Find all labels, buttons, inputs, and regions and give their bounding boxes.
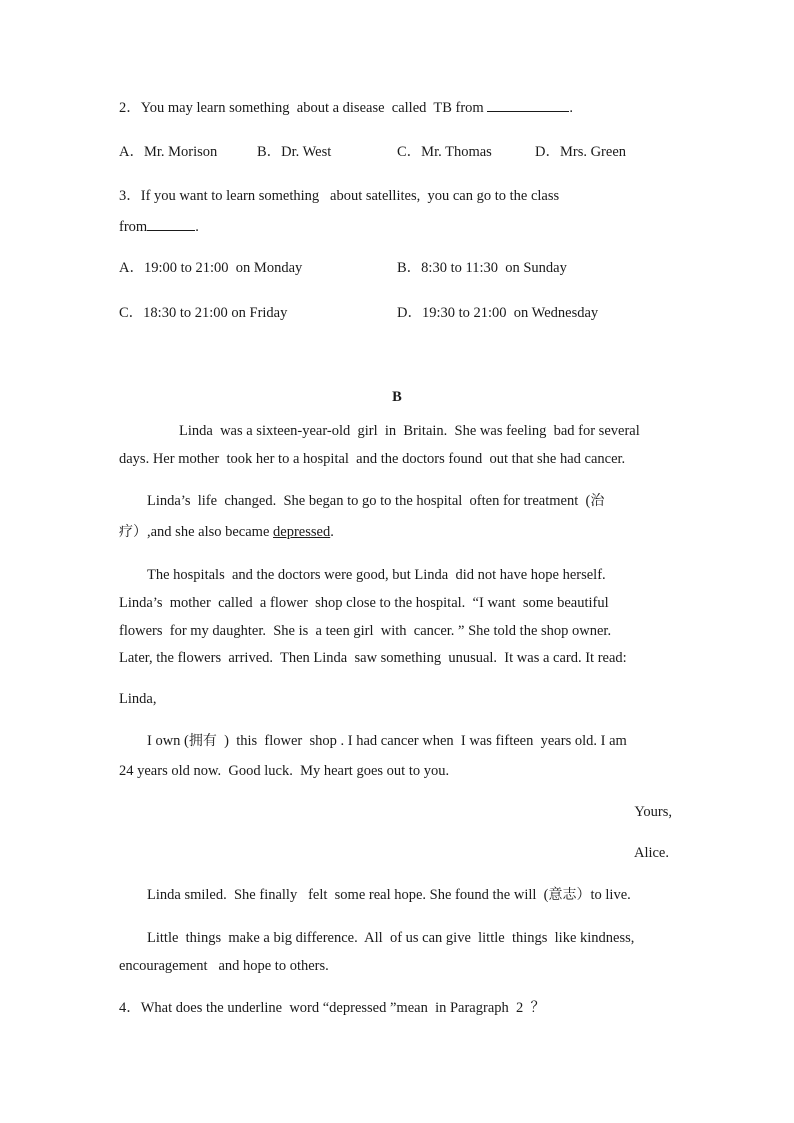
card-closing: Yours, <box>634 804 672 820</box>
paragraph-3-line-3: flowers for my daughter. She is a teen girl with cancer. ” She told the shop owner. <box>119 623 612 639</box>
underlined-word: depressed <box>273 524 331 540</box>
question-3-option-d: D．19:30 to 21:00 on Wednesday <box>397 305 599 321</box>
chinese-gloss: 拥有 <box>188 733 217 749</box>
answer-blank <box>147 216 195 231</box>
question-2-option-a: A．Mr. Morison <box>119 144 218 160</box>
question-3-option-c: C．18:30 to 21:00 on Friday <box>119 305 288 321</box>
card-line-1 <box>147 731 627 751</box>
question-2-period: . <box>569 100 573 116</box>
paragraph-2-line-2 <box>119 522 334 542</box>
question-2-stem <box>119 97 573 118</box>
paragraph-1-line-2: days. Her mother took her to a hospital and the doctors found out that she had cancer. <box>119 451 626 467</box>
card-signature: Alice. <box>633 845 669 861</box>
paragraph-2-text: Linda’s life changed. She began to go to the hospital often for treatment ( <box>147 493 591 509</box>
question-4-stem: 4．What does the underline word “depressed ”mean in Paragraph 2 ？ <box>119 1000 546 1016</box>
card-line-2: 24 years old now. Good luck. My heart goes out to you. <box>119 763 450 779</box>
answer-blank <box>487 97 569 112</box>
paragraph-3-line-4: Later, the flowers arrived. Then Linda saw something unusual. It was a card. It read: <box>119 650 627 666</box>
paragraph-1-line-1: Linda was a sixteen-year-old girl in Britain. She was feeling bad for several <box>179 423 640 439</box>
paragraph-4 <box>147 885 631 905</box>
question-2-text: 2．You may learn something about a disease called TB from <box>119 100 488 116</box>
question-3-option-b: B．8:30 to 11:30 on Sunday <box>397 260 567 276</box>
paragraph-4-text: Linda smiled. She finally felt some real hope. She found the will ( <box>147 887 549 903</box>
paragraph-5-line-1: Little things make a big difference. All of us can give little things like kindness, <box>147 930 635 946</box>
card-salutation: Linda, <box>119 691 157 707</box>
card-text: ) this flower shop . I had cancer when I was fifteen years old. I am <box>216 733 627 749</box>
paragraph-3-line-2: Linda’s mother called a flower shop close to the hospital. “I want some beautiful <box>119 595 609 611</box>
chinese-gloss: 疗） <box>119 524 147 540</box>
paragraph-2-period: . <box>330 524 334 540</box>
question-3-option-a: A．19:00 to 21:00 on Monday <box>119 260 303 276</box>
question-3-period: . <box>195 219 199 235</box>
question-2-option-d: D．Mrs. Green <box>535 144 627 160</box>
card-text: I own ( <box>147 733 189 749</box>
question-3-from: from <box>119 219 148 235</box>
section-heading: B <box>392 389 402 405</box>
question-3-stem-line-2 <box>119 216 199 237</box>
question-3-stem-line-1: 3．If you want to learn something about satellites, you can go to the class <box>119 188 560 204</box>
paragraph-5-line-2: encouragement and hope to others. <box>119 958 329 974</box>
paragraph-2-line-1 <box>147 491 604 511</box>
question-2-option-b: B．Dr. West <box>257 144 332 160</box>
paragraph-2-text: ,and she also became <box>147 524 274 540</box>
paragraph-3-line-1: The hospitals and the doctors were good, but Linda did not have hope herself. <box>147 567 606 583</box>
question-2-option-c: C．Mr. Thomas <box>397 144 492 160</box>
chinese-gloss: 意志） <box>548 887 591 903</box>
paragraph-4-text: to live. <box>590 887 631 903</box>
chinese-gloss: 治 <box>590 493 605 509</box>
